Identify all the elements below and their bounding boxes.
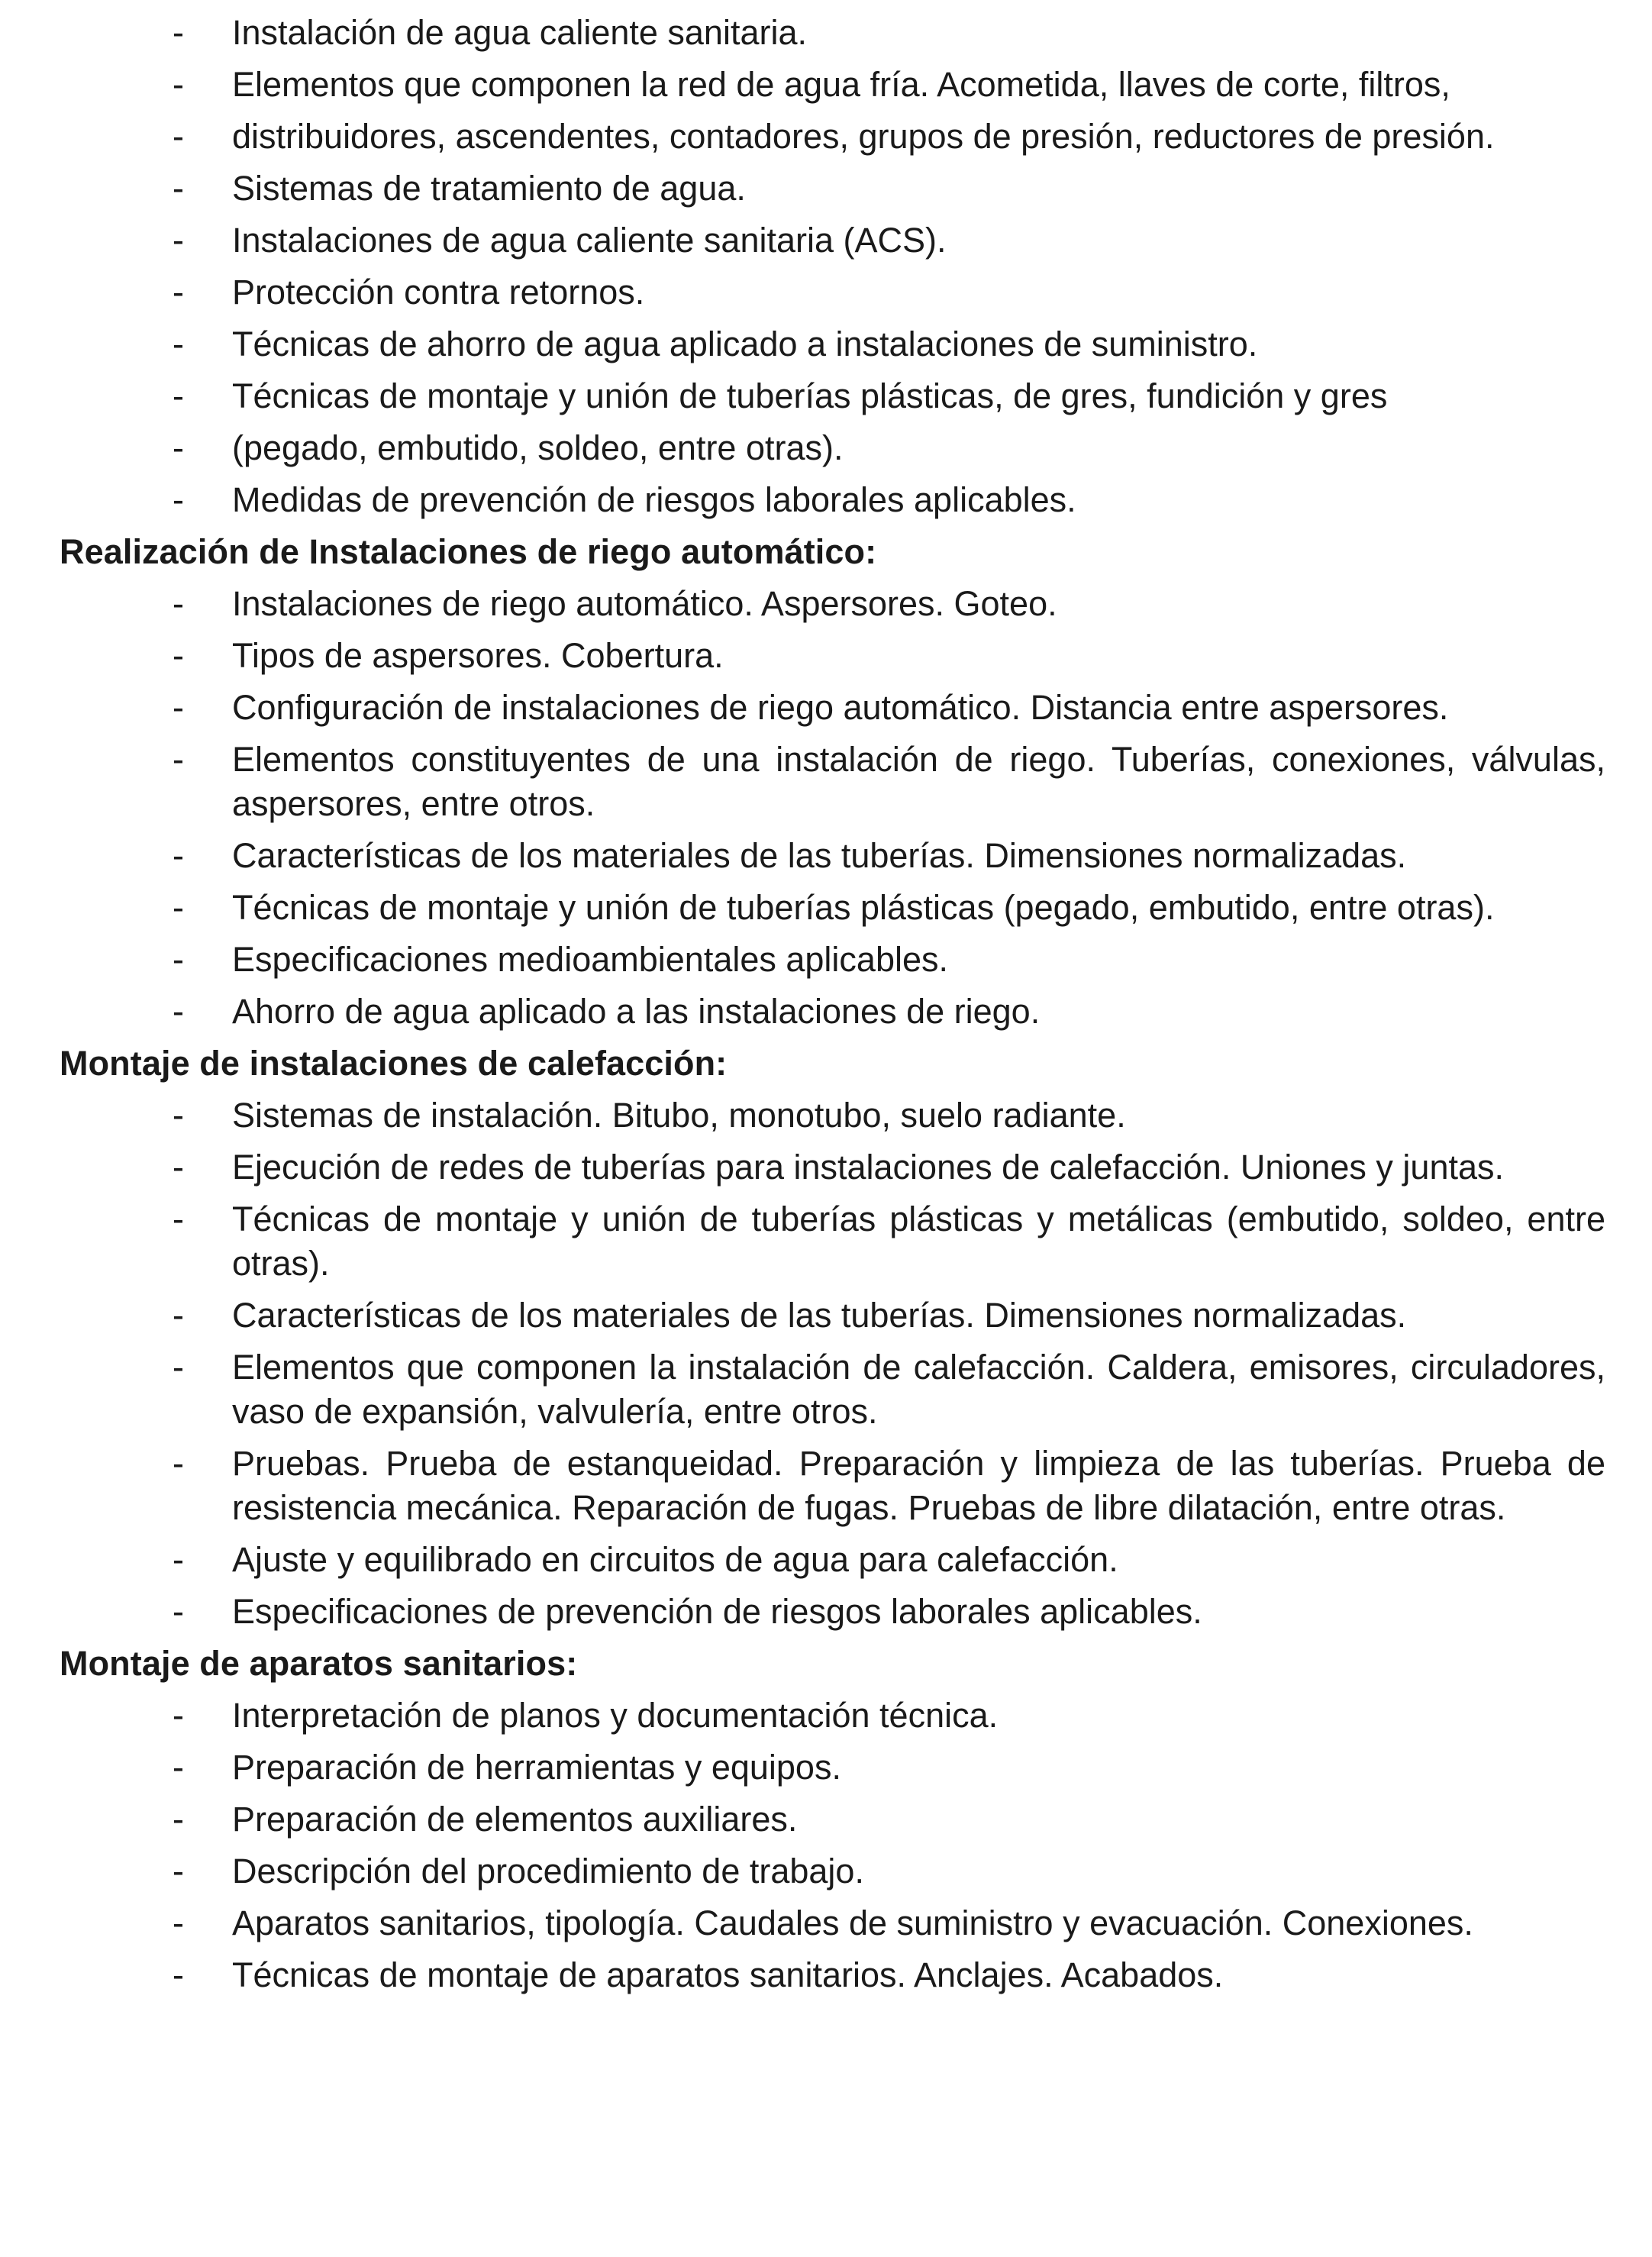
bullet-list — [0, 1694, 1652, 1997]
list-item: - Técnicas de montaje y unión de tuberías plásticas (pegado, embutido, entre otras). — [0, 886, 1652, 930]
list-item: - Sistemas de instalación. Bitubo, monotubo, suelo radiante. — [0, 1093, 1652, 1138]
section-heading: Montaje de instalaciones de calefacción: — [60, 1044, 728, 1083]
content-section — [0, 11, 1652, 522]
bullet-list — [0, 582, 1652, 1034]
list-item: - Instalaciones de riego automático. Aspersores. Goteo. — [0, 582, 1652, 626]
list-item: - Interpretación de planos y documentación técnica. — [0, 1694, 1652, 1738]
list-item: - Elementos constituyentes de una instalación de riego. Tuberías, conexiones, válvulas, aspersores, entre otros. — [0, 738, 1652, 826]
list-item: - Técnicas de montaje y unión de tuberías plásticas y metálicas (embutido, soldeo, entre otras). — [0, 1197, 1652, 1286]
section-heading: Realización de Instalaciones de riego automático: — [60, 532, 877, 571]
list-item: - Elementos que componen la red de agua fría. Acometida, llaves de corte, filtros, — [0, 63, 1652, 107]
list-item: - Especificaciones medioambientales aplicables. — [0, 938, 1652, 982]
list-item: - (pegado, embutido, soldeo, entre otras). — [0, 426, 1652, 470]
list-item: - Pruebas. Prueba de estanqueidad. Preparación y limpieza de las tuberías. Prueba de resistencia mecánica. Reparación de fugas. Pruebas de libre dilatación, entre otras. — [0, 1442, 1652, 1530]
list-item: - Sistemas de tratamiento de agua. — [0, 166, 1652, 211]
list-item: - Descripción del procedimiento de trabajo. — [0, 1849, 1652, 1894]
bullet-list — [0, 1093, 1652, 1634]
list-item: - Protección contra retornos. — [0, 270, 1652, 315]
bullet-list — [0, 11, 1652, 522]
list-item: - Tipos de aspersores. Cobertura. — [0, 634, 1652, 678]
list-item: - Especificaciones de prevención de riesgos laborales aplicables. — [0, 1590, 1652, 1634]
content-section — [0, 1642, 1652, 1997]
list-item: - Medidas de prevención de riesgos laborales aplicables. — [0, 478, 1652, 522]
list-item: - Ajuste y equilibrado en circuitos de agua para calefacción. — [0, 1538, 1652, 1582]
list-item: - Instalación de agua caliente sanitaria. — [0, 11, 1652, 55]
list-item: - Ejecución de redes de tuberías para instalaciones de calefacción. Uniones y juntas. — [0, 1145, 1652, 1190]
list-item: - Configuración de instalaciones de riego automático. Distancia entre aspersores. — [0, 686, 1652, 730]
list-item: - Características de los materiales de las tuberías. Dimensiones normalizadas. — [0, 834, 1652, 878]
document-content — [0, 11, 1652, 2005]
list-item: - Técnicas de montaje y unión de tuberías plásticas, de gres, fundición y gres — [0, 374, 1652, 418]
list-item: - Características de los materiales de las tuberías. Dimensiones normalizadas. — [0, 1293, 1652, 1338]
list-item: - Preparación de herramientas y equipos. — [0, 1745, 1652, 1790]
list-item: - Elementos que componen la instalación de calefacción. Caldera, emisores, circuladores, vaso de expansión, valvulería, entre otros. — [0, 1345, 1652, 1434]
list-item: - Técnicas de montaje de aparatos sanitarios. Anclajes. Acabados. — [0, 1953, 1652, 1997]
list-item: - Aparatos sanitarios, tipología. Caudales de suministro y evacuación. Conexiones. — [0, 1901, 1652, 1945]
section-heading: Montaje de aparatos sanitarios: — [60, 1644, 578, 1683]
list-item: - Ahorro de agua aplicado a las instalaciones de riego. — [0, 990, 1652, 1034]
content-section — [0, 530, 1652, 1034]
list-item: - distribuidores, ascendentes, contadores, grupos de presión, reductores de presión. — [0, 115, 1652, 159]
list-item: - Preparación de elementos auxiliares. — [0, 1797, 1652, 1842]
list-item: - Instalaciones de agua caliente sanitaria (ACS). — [0, 218, 1652, 263]
list-item: - Técnicas de ahorro de agua aplicado a instalaciones de suministro. — [0, 322, 1652, 366]
content-section — [0, 1041, 1652, 1634]
